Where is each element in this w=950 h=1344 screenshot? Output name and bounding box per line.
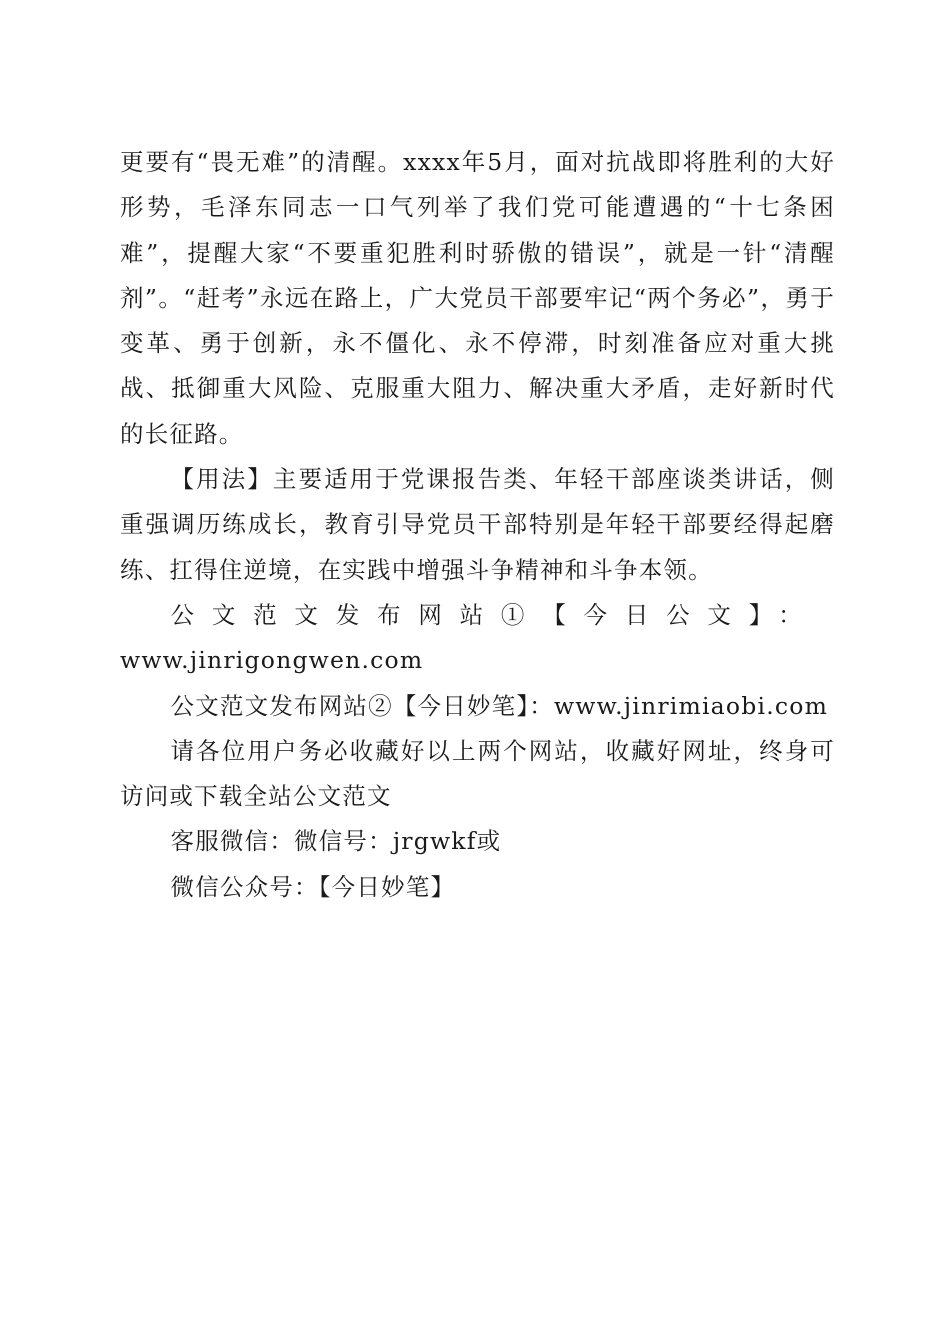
website-1-label bbox=[120, 593, 835, 638]
public-account: 微信公众号：【今日妙笔】 bbox=[170, 872, 456, 901]
service-wechat: 客服微信：微信号：jrgwkf或 bbox=[170, 827, 502, 856]
usage-paragraph: 【用法】主要适用于党课报告类、年轻干部座谈类讲话，侧重强调历练成长，教育引导党员干部特别是年轻干部要经得起磨练、扛得住逆境，在实践中增强斗争精神和斗争本领。 bbox=[120, 465, 835, 584]
website-1-url[interactable]: www.jinrigongwen.com bbox=[120, 646, 424, 675]
website-1-label-text: 公文范文发布网站①【今日公文】： bbox=[170, 600, 820, 629]
bookmark-notice: 请各位用户务必收藏好以上两个网站，收藏好网址，终身可访问或下载全站公文范文 bbox=[120, 736, 835, 811]
website-2-line: 公文范文发布网站②【今日妙笔】：www.jinrimiaobi.com bbox=[170, 691, 829, 720]
document-body bbox=[120, 140, 835, 910]
body-paragraph-1: 更要有“畏无难”的清醒。xxxx年5月，面对抗战即将胜利的大好形势，毛泽东同志一口气列举了我们党可能遭遇的“十七条困难”，提醒大家“不要重犯胜利时骄傲的错误”，就是一针“清醒剂”。“赶考”永远在路上，广大党员干部要牢记“两个务必”，勇于变革、勇于创新，永不僵化、永不停滞，时刻准备应对重大挑战、抵御重大风险、克服重大阻力、解决重大矛盾，走好新时代的长征路。 bbox=[120, 148, 835, 448]
